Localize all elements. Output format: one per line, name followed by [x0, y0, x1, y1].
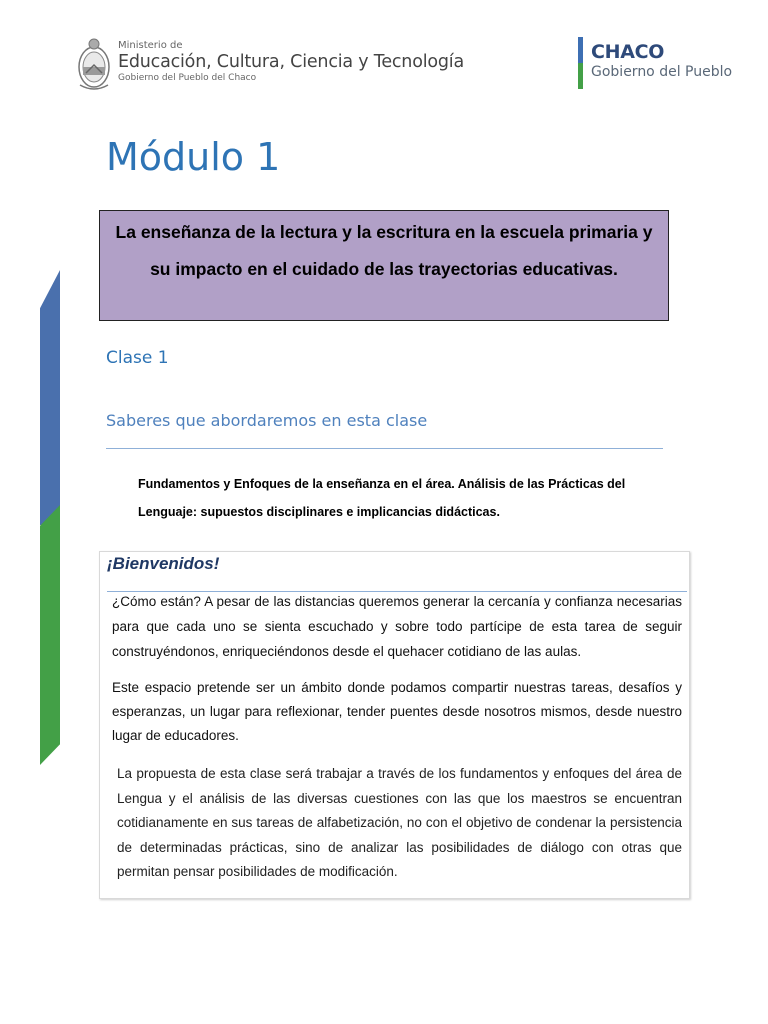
decorative-band-blue — [40, 270, 60, 525]
welcome-heading: ¡Bienvenidos! — [107, 554, 220, 573]
page-header — [0, 0, 768, 110]
welcome-box — [99, 551, 690, 899]
module-subject: La enseñanza de la lectura y la escritura en la escuela primaria y su impacto en el cuidado de las trayectorias educativas. — [115, 222, 653, 279]
saberes-heading: Saberes que abordaremos en esta clase — [106, 411, 428, 430]
welcome-paragraph-1: ¿Cómo están? A pesar de las distancias queremos generar la cercanía y confianza necesarias para que cada uno se sienta escuchado y sobre todo partícipe de esta tarea de seguir construyéndonos, enriqueciéndonos desde el quehacer cotidiano de las aulas. — [112, 594, 682, 659]
class-topics: Fundamentos y Enfoques de la enseñanza en el área. Análisis de las Prácticas del Lenguaje: supuestos disciplinares e implicancias didácticas. — [138, 477, 626, 519]
chaco-logo — [591, 41, 732, 81]
welcome-paragraph-3: La propuesta de esta clase será trabajar a través de los fundamentos y enfoques del área de Lengua y el análisis de las diversas cuestiones con las que los maestros se encuentran cotidianamente en sus tareas de alfabetización, no con el objetivo de condenar la persistencia de determinadas prácticas, sino de analizar las posibilidades de diálogo con otras que permitan pensar posibilidades de modificación. — [117, 766, 682, 880]
class-label: Clase 1 — [106, 348, 169, 368]
module-title: Módulo 1 — [106, 135, 281, 179]
divider — [106, 448, 663, 449]
module-subject-box — [99, 210, 669, 321]
chaco-subtitle: Gobierno del Pueblo — [591, 64, 733, 80]
coat-of-arms-icon — [76, 37, 112, 91]
decorative-band-green — [40, 505, 60, 765]
ministry-sub: Gobierno del Pueblo del Chaco — [118, 73, 257, 83]
ministry-name: Educación, Cultura, Ciencia y Tecnología — [118, 52, 464, 72]
chaco-logo-bar — [578, 37, 583, 89]
welcome-paragraph-2: Este espacio pretende ser un ámbito donde podamos compartir nuestras tareas, desafíos y esperanzas, un lugar para reflexionar, tender puentes desde nosotros mismos, desde nuestro lugar de educadores. — [112, 680, 682, 743]
chaco-title: CHACO — [591, 41, 665, 63]
ministry-pre: Ministerio de — [118, 40, 183, 51]
ministry-logo-text — [118, 40, 464, 83]
